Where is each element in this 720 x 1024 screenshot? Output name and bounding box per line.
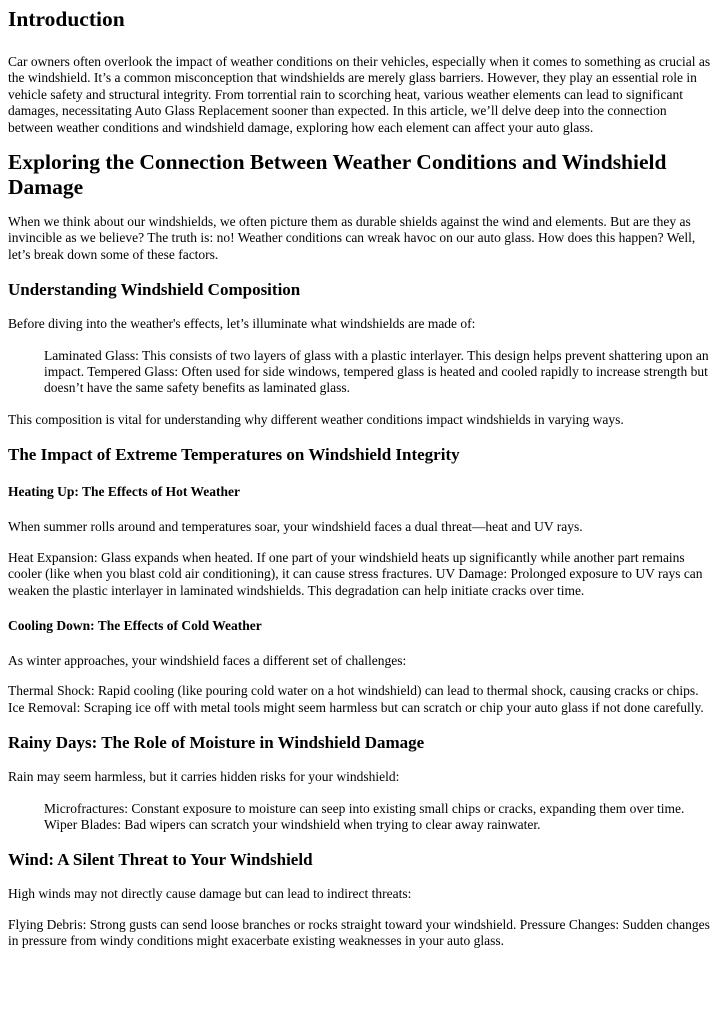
composition-heading: Understanding Windshield Composition bbox=[8, 280, 301, 300]
composition-outro: This composition is vital for understanding why different weather conditions impact windshields in varying ways. bbox=[8, 411, 624, 427]
rain-heading: Rainy Days: The Role of Moisture in Windshield Damage bbox=[8, 733, 425, 753]
composition-intro: Before diving into the weather's effects, let’s illuminate what windshields are made of: bbox=[8, 316, 476, 332]
wind-heading: Wind: A Silent Threat to Your Windshield bbox=[8, 850, 313, 870]
temperatures-heading: The Impact of Extreme Temperatures on Windshield Integrity bbox=[8, 445, 460, 465]
hot-weather-paragraph: Heat Expansion: Glass expands when heated. If one part of your windshield heats up significantly while another part remains cooler (like when you blast cold air conditioning), it can cause stress fractures. UV Damage: Prolonged exposure to UV rays can weaken the plastic interlayer in laminated windshields. This degradation can help initiate cracks over time. bbox=[8, 549, 703, 598]
cold-weather-heading: Cooling Down: The Effects of Cold Weather bbox=[8, 617, 262, 633]
hot-weather-intro: When summer rolls around and temperatures soar, your windshield faces a dual threat—heat and UV rays. bbox=[8, 519, 583, 535]
wind-intro: High winds may not directly cause damage but can lead to indirect threats: bbox=[8, 886, 412, 902]
rain-quote: Microfractures: Constant exposure to moisture can seep into existing small chips or cracks, expanding them over time. Wiper Blades: Bad wipers can scratch your windshield when trying to clear away rainwater. bbox=[44, 800, 685, 832]
intro-heading: Introduction bbox=[8, 7, 125, 31]
exploring-heading: Exploring the Connection Between Weather Conditions and Windshield Damage bbox=[8, 150, 667, 200]
intro-paragraph: Car owners often overlook the impact of weather conditions on their vehicles, especially when it comes to something as crucial as the windshield. It’s a common misconception that windshields are merely glass barriers. However, they play an essential role in vehicle safety and structural integrity. From torrential rain to scorching heat, various weather elements can lead to significant damages, necessitating Auto Glass Replacement sooner than expected. In this article, we’ll delve deep into the connection between weather conditions and windshield damage, exploring how each element can affect your auto glass. bbox=[8, 54, 711, 135]
exploring-paragraph: When we think about our windshields, we often picture them as durable shields against the wind and elements. But are they as invincible as we believe? The truth is: no! Weather conditions can wreak havoc on our auto glass. How does this happen? Well, let’s break down some of these factors. bbox=[8, 214, 696, 262]
article bbox=[0, 7, 720, 950]
cold-weather-intro: As winter approaches, your windshield faces a different set of challenges: bbox=[8, 652, 407, 668]
wind-paragraph: Flying Debris: Strong gusts can send loose branches or rocks straight toward your windshield. Pressure Changes: Sudden changes in pressure from windy conditions might exacerbate existing weaknesses in your auto glass. bbox=[8, 916, 710, 949]
rain-intro: Rain may seem harmless, but it carries hidden risks for your windshield: bbox=[8, 769, 400, 785]
composition-quote: Laminated Glass: This consists of two layers of glass with a plastic interlayer. This design helps prevent shattering upon an impact. Tempered Glass: Often used for side windows, tempered glass is heated and cooled rapidly to increase strength but doesn’t have the same safety benefits as laminated glass. bbox=[44, 347, 709, 396]
cold-weather-paragraph: Thermal Shock: Rapid cooling (like pouring cold water on a hot windshield) can lead to thermal shock, causing cracks or chips. Ice Removal: Scraping ice off with metal tools might seem harmless but can scratch or chip your auto glass if not done carefully. bbox=[8, 683, 704, 715]
hot-weather-heading: Heating Up: The Effects of Hot Weather bbox=[8, 484, 240, 500]
